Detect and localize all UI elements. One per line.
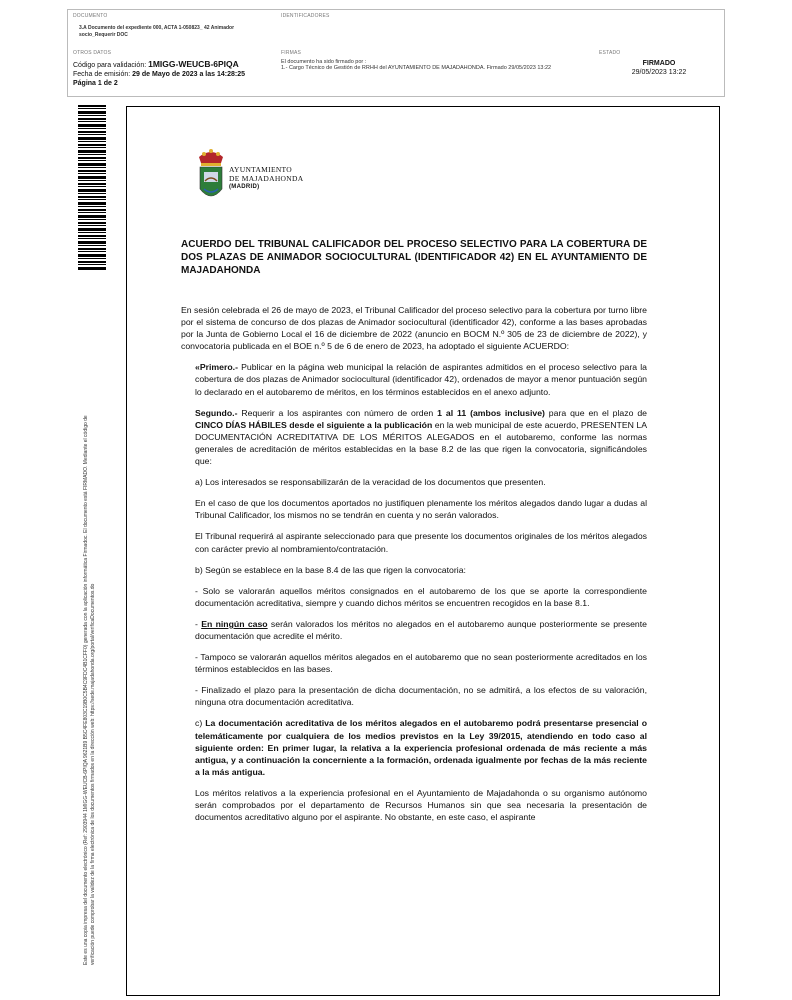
documento-cell bbox=[68, 10, 276, 47]
paragraph-caso: En el caso de que los documentos aportados no justifiquen plenamente los méritos alegados dando lugar a dudas al Tribunal Calificador, los mismos no se tendrán en cuenta y no serán valorados. bbox=[195, 498, 647, 521]
ayto-line2: DE MAJADAHONDA bbox=[229, 174, 304, 183]
estado-cell bbox=[594, 47, 724, 96]
paragraph-solo: - Solo se valorarán aquellos méritos consignados en el autobaremo de los que se aporte la correspondiente documentación acreditativa, siempre y cuando dichos méritos se encuentren recogidos en la base 8.1. bbox=[195, 585, 647, 608]
firmas-line1: El documento ha sido firmado por : bbox=[281, 59, 367, 65]
identificadores-cell bbox=[276, 10, 724, 47]
paragraph-meritos: Los méritos relativos a la experiencia profesional en el Ayuntamiento de Majadahonda o su organismo autónomo serán comprobados por el departamento de Recursos Humanos sin que sea necesaria la presentación de documentos acreditativo alguno por el aspirante. No obstante, en este caso, el aspirante bbox=[195, 787, 647, 823]
coat-of-arms-icon bbox=[195, 145, 227, 209]
segundo-b2: CINCO DÍAS HÁBILES desde el siguiente a la publicación bbox=[195, 419, 433, 430]
primero-text: Publicar en la página web municipal la relación de aspirantes admitidos en el proceso selectivo para la cobertura de dos plazas de Animador sociocultural (identificador 42), ordenados de mayor a menor puntuación según lo declarado en el autobaremo de méritos, en los términos establecidos en el anexo adjunto. bbox=[195, 362, 647, 397]
segundo-paragraph bbox=[195, 407, 647, 467]
intro-paragraph: En sesión celebrada el 26 de mayo de 2023, el Tribunal Calificador del proceso selectivo para la cobertura por turno libre por el sistema de concurso de dos plazas de Animador sociocultural (identificador 42), conforme a las bases aprobadas por la Junta de Gobierno Local el 16 de diciembre de 2022 (anuncio en BOCM N.º 305 de 23 de diciembre de 2022), y convocatoria publicada en el BOE n.º 5 de 6 de enero de 2023, ha adoptado el siguiente ACUERDO: bbox=[181, 305, 647, 352]
c-prefix: c) bbox=[195, 718, 206, 729]
documento-value: 3.A Documento del expediente 000, ACTA 1-050823_ 42 Animador socio_Requerir DOC bbox=[79, 25, 235, 38]
identificadores-label: IDENTIFICADORES bbox=[281, 13, 330, 19]
page-content bbox=[126, 106, 720, 996]
ningun-underlined: En ningún caso bbox=[201, 618, 268, 629]
fecha-emision bbox=[73, 70, 271, 79]
fecha-prefix: Fecha de emisión: bbox=[73, 71, 131, 78]
fecha-value: 29 de Mayo de 2023 a las 14:28:25 bbox=[132, 71, 246, 78]
paragraph-tribunal: El Tribunal requerirá al aspirante seleccionado para que presente los documentos originales de los méritos alegados con carácter previo al nombramiento/contratación. bbox=[195, 531, 647, 554]
otros-datos-cell bbox=[68, 47, 276, 96]
side-verification-text bbox=[83, 305, 97, 965]
segundo-b1: 1 al 11 (ambos inclusive) bbox=[437, 407, 545, 418]
paragraph-a: a) Los interesados se responsabilizarán de la veracidad de los documentos que presenten. bbox=[195, 477, 546, 488]
segundo-t2: para que en el plazo de bbox=[544, 407, 647, 418]
paragraph-tampoco: - Tampoco se valorarán aquellos méritos alegados en el autobaremo que no sean posteriormente acreditados en los términos establecidos en las bases. bbox=[195, 652, 647, 675]
primero-paragraph bbox=[195, 361, 647, 397]
primero-label: «Primero.- bbox=[195, 362, 238, 373]
paragraph-ningun bbox=[195, 618, 647, 642]
ayto-line1: AYUNTAMIENTO bbox=[229, 165, 292, 174]
paragraph-finalizado: - Finalizado el plazo para la presentación de dicha documentación, no se admitirá, a los efectos de su valoración, ninguna otra documentación acreditativa. bbox=[195, 685, 647, 708]
document-header bbox=[67, 9, 725, 97]
otros-datos-label: OTROS DATOS bbox=[73, 50, 112, 56]
estado-value: FIRMADO bbox=[642, 60, 676, 67]
firmas-line2: 1.- Cargo Técnico de Gestión de RRHH del AYUNTAMIENTO DE MAJADAHONDA. Firmado 29/05/2023 13:22 bbox=[281, 65, 552, 71]
ayto-line3: (MADRID) bbox=[229, 184, 260, 190]
firmas-cell bbox=[276, 47, 594, 96]
segundo-label: Segundo.- bbox=[195, 407, 238, 418]
document-body bbox=[181, 304, 647, 832]
ningun-text: serán valorados los méritos no alegados en el autobaremo aunque posteriormente se presente documentación que acredite el mérito. bbox=[195, 618, 647, 641]
pagina: Página 1 de 2 bbox=[73, 80, 118, 87]
codigo-value[interactable]: 1MIGG-WEUCB-6PIQA bbox=[148, 59, 239, 69]
c-bold: La documentación acreditativa de los méritos alegados en el autobaremo podrá presentarse presencial o telemáticamente por cualquiera de los medios previstos en la Ley 39/2015, atendiendo en todo caso al siguiente orden: En primer lugar, la relativa a la experiencia profesional ordenada de más reciente a más antigua, y a continuación la concerniente a la formación, ordenada igualmente por fechas de la más reciente a la más antigua. bbox=[195, 718, 648, 777]
firmas-label: FIRMAS bbox=[281, 50, 302, 56]
documento-label: DOCUMENTO bbox=[73, 13, 108, 19]
ayuntamiento-name bbox=[229, 165, 303, 192]
codigo-validacion bbox=[73, 60, 271, 70]
barcode bbox=[78, 105, 106, 270]
estado-date: 29/05/2023 13:22 bbox=[631, 69, 687, 76]
codigo-prefix: Código para validación: bbox=[73, 62, 147, 69]
paragraph-b: b) Según se establece en la base 8.4 de las que rigen la convocatoria: bbox=[195, 564, 466, 575]
paragraph-c bbox=[195, 717, 647, 777]
page-title: ACUERDO DEL TRIBUNAL CALIFICADOR DEL PROCESO SELECTIVO PARA LA COBERTURA DE DOS PLAZAS DE ANIMADOR SOCIOCULTURAL (IDENTIFICADOR 42) EN EL AYUNTAMIENTO DE MAJADAHONDA bbox=[181, 239, 647, 276]
estado-label: ESTADO bbox=[599, 50, 621, 56]
side-text-line1: Este es una copia impresa del documento electrónico (Ref: 2903944 1MIGG-WEUCB-6PIQA 9621B9 B5C4FE803C19B0C5B4C9FDC4B1CFF0) generada con la aplicación informática Firmadoc. El documento está FIRMADO. Mediante el código de bbox=[83, 415, 89, 965]
segundo-t1: Requerir a los aspirantes con número de orden bbox=[237, 407, 438, 418]
ningun-dash: - bbox=[195, 618, 202, 629]
side-text-line2: verificación puede comprobar la validez de la firma electrónica de los documentos firmados en la dirección web: https://sede.majadahonda.org/portal/verificaDocumentos.do bbox=[90, 583, 96, 965]
segundo-t3: en la web municipal de este acuerdo, PRESENTEN LA DOCUMENTACIÓN ACREDITATIVA DE LOS MÉRITOS ALEGADOS en el autobaremo, conforme las normas generales de acreditación de méritos establecidas en la base 8.2 de las que rigen la convocatoria, significándoles que: bbox=[195, 419, 647, 467]
